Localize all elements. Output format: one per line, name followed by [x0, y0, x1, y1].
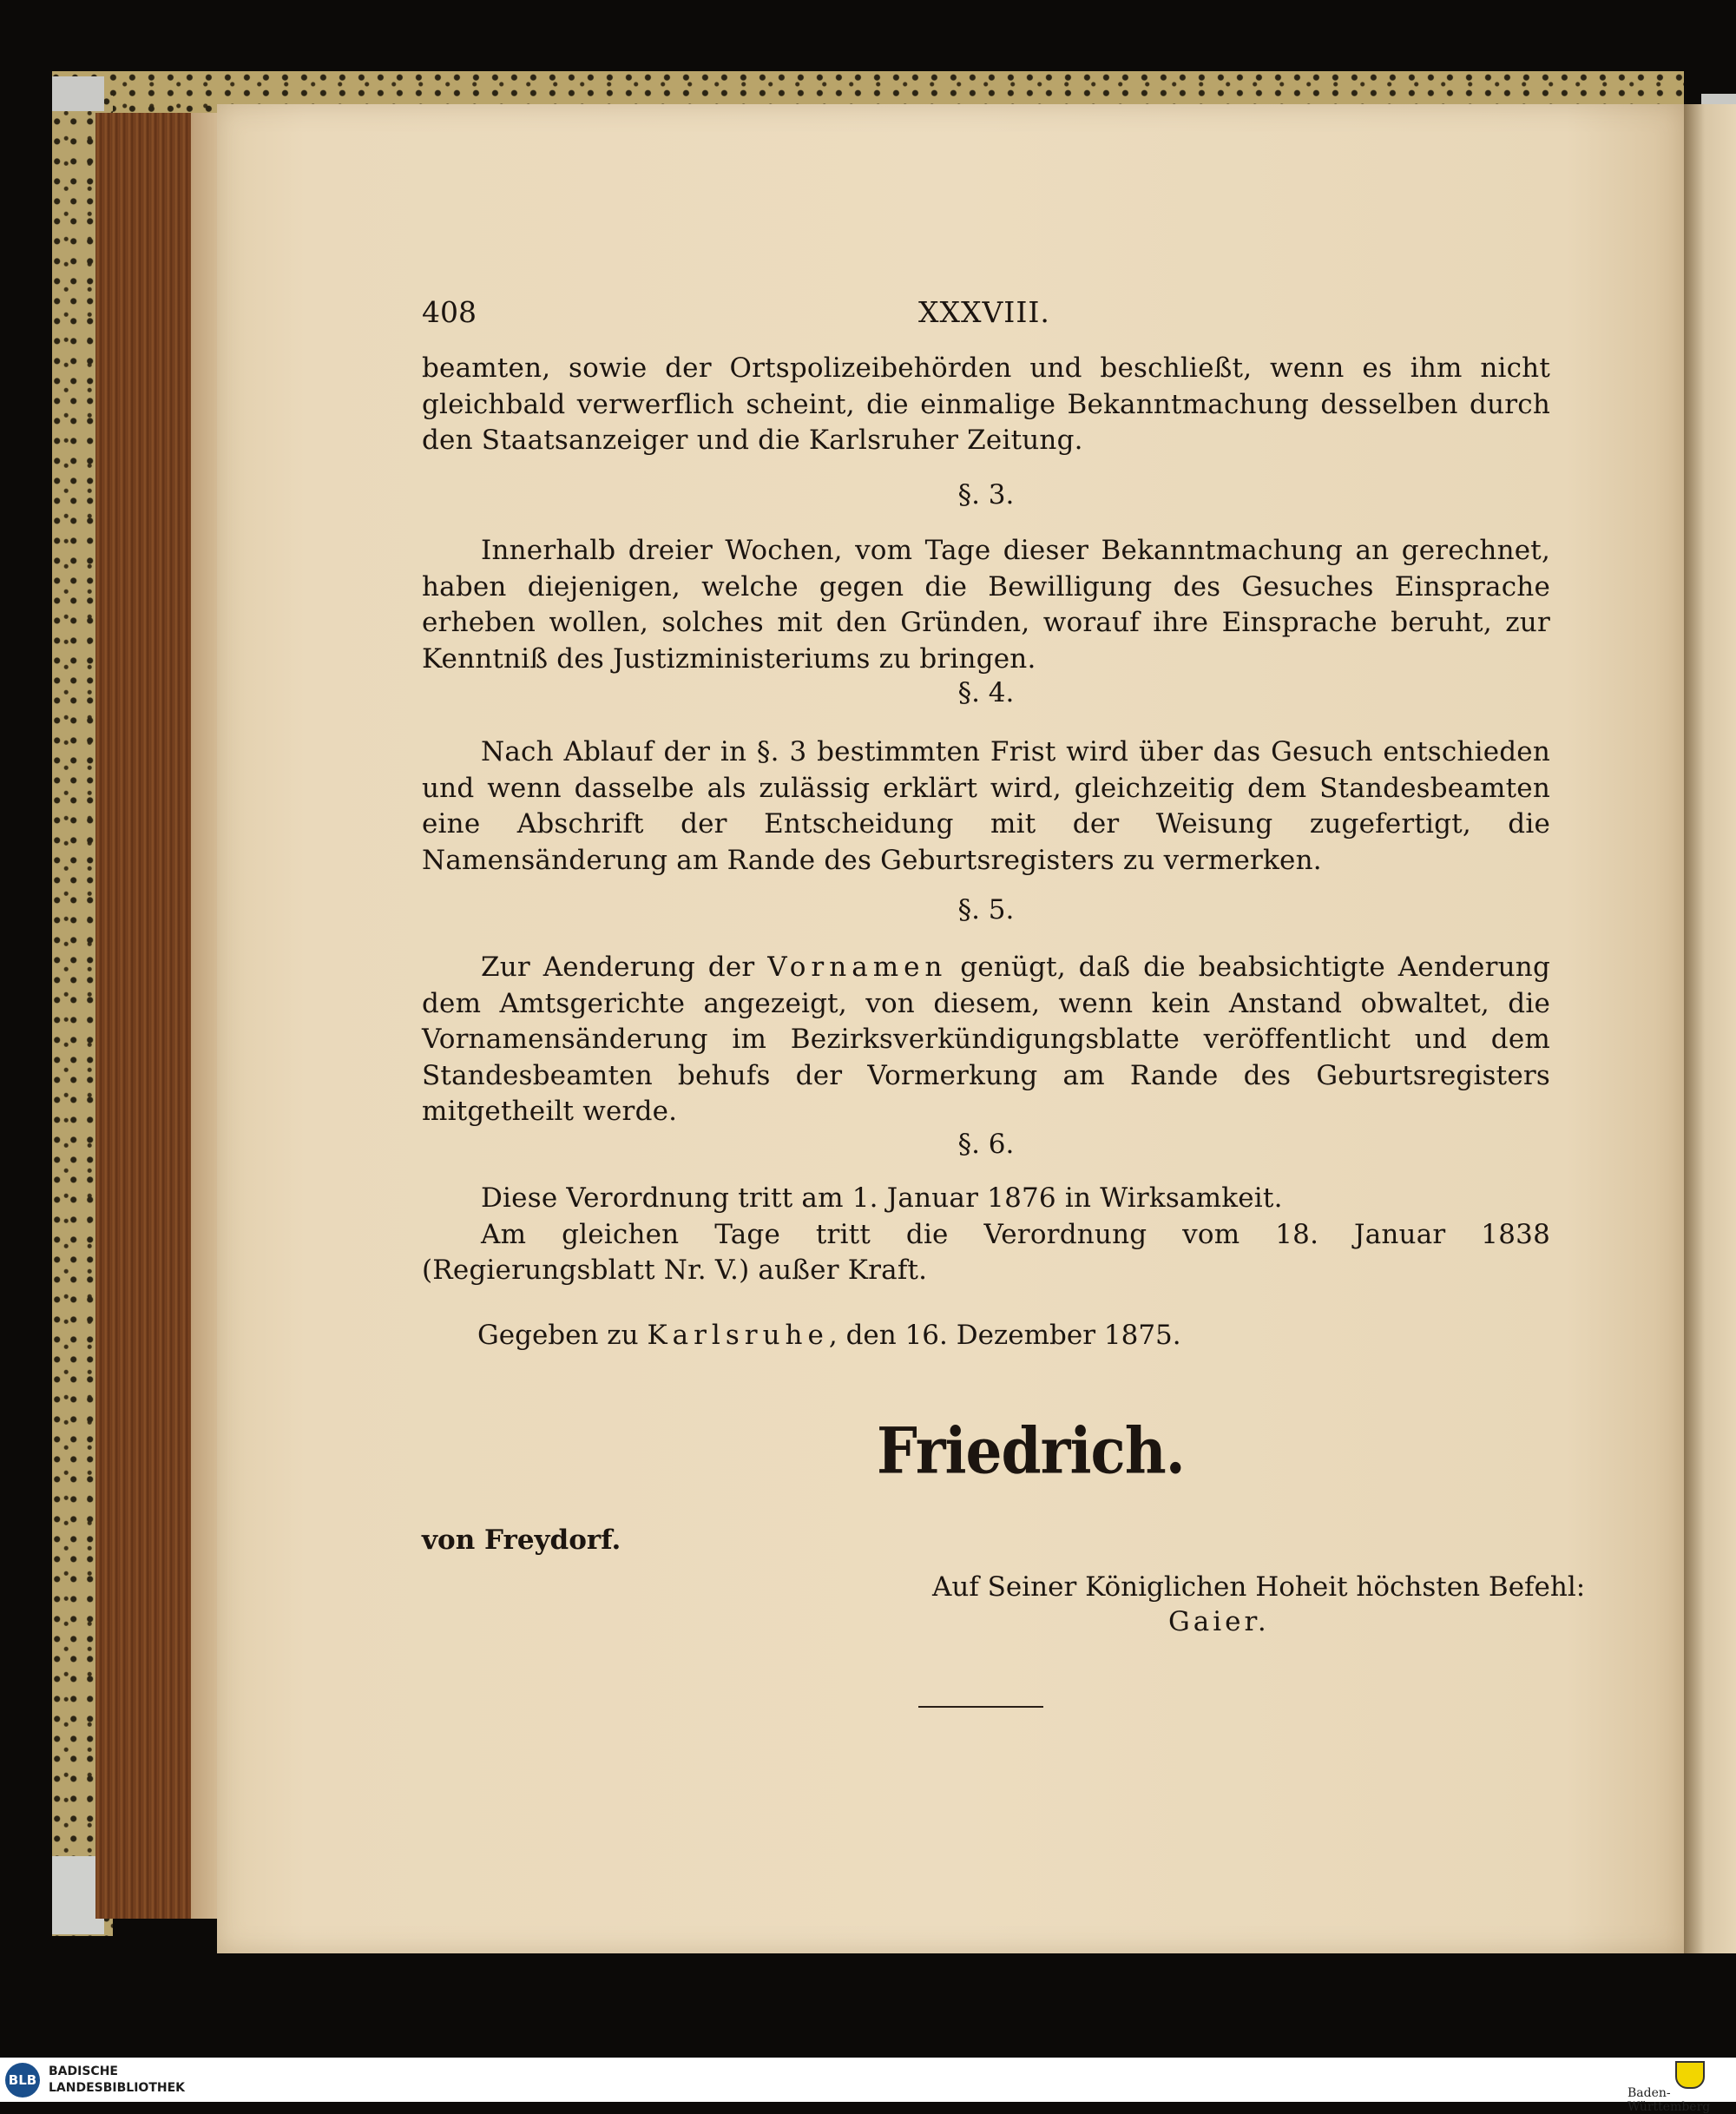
paragraph-text-start: Zur Aenderung der	[481, 952, 768, 983]
date-line	[477, 1320, 1181, 1351]
paragraph-text	[422, 950, 1550, 1130]
paragraph-section-4	[422, 734, 1550, 879]
order-name: Gaier.	[1168, 1606, 1270, 1637]
emphasized-word: Vornamen	[767, 952, 948, 983]
book-corner-top	[52, 76, 104, 111]
date-line-end: , den 16. Dezember 1875.	[828, 1320, 1181, 1351]
section-heading-6: §. 6.	[957, 1129, 1015, 1160]
signature-friedrich: Friedrich.	[877, 1413, 1185, 1488]
library-logo-icon[interactable]: BLB	[5, 2063, 40, 2098]
order-line: Auf Seiner Königlichen Hoheit höchsten Befehl:	[932, 1571, 1586, 1603]
paragraph-section-5	[422, 950, 1550, 1130]
library-name-line1: BADISCHE	[49, 2065, 118, 2078]
section-heading-3: §. 3.	[957, 479, 1015, 510]
section-heading-5: §. 5.	[957, 894, 1015, 925]
footer-bar	[0, 2058, 1736, 2102]
countersignature: von Freydorf.	[422, 1525, 621, 1556]
page-number: 408	[422, 295, 477, 329]
facing-page-edge	[1684, 104, 1736, 1953]
paragraph-text: Diese Verordnung tritt am 1. Januar 1876 in Wirksamkeit.	[481, 1182, 1283, 1214]
paragraph-text: Am gleichen Tage tritt die Verordnung vom 18. Januar 1838 (Regierungsblatt Nr. V.) außer Kraft.	[422, 1218, 1550, 1286]
paragraph-text: beamten, sowie der Ortspolizeibehörden und beschließt, wenn es ihm nicht gleichbald verwerflich scheint, die einmalige Bekanntmachung desselben durch den Staatsanzeiger und die Karlsruher Zeitung.	[422, 352, 1550, 456]
paragraph-section-3	[422, 533, 1550, 677]
paragraph-continuation	[422, 351, 1550, 459]
paragraph-section-6	[422, 1181, 1550, 1289]
place-name: Karlsruhe	[647, 1320, 829, 1351]
paragraph-text: Innerhalb dreier Wochen, vom Tage dieser Bekanntmachung an gerechnet, haben diejenigen, welche gegen die Bewilligung des Gesuches Einsprache erheben wollen, solches mit den Gründen, worauf ihre Einsprache beruht, zur Kenntniß des Justizministeriums zu bringen.	[422, 535, 1550, 675]
paragraph-text-end: genügt, daß die beabsichtigte Aenderung dem Amtsgerichte angezeigt, von diesem, wenn kein Anstand obwaltet, die Vornamensänderung im Bezirksverkündigungsblatte veröffentlicht und dem Standesbeamten behufs der Vormerkung am Rande des Geburtsregisters mitgetheilt werde.	[422, 952, 1550, 1127]
date-line-start: Gegeben zu	[477, 1320, 648, 1351]
library-name-line2: LANDESBIBLIOTHEK	[49, 2081, 186, 2095]
state-label: Baden-Württemberg	[1628, 2086, 1711, 2114]
running-head: XXXVIII.	[918, 295, 1050, 329]
state-crest-icon	[1675, 2061, 1705, 2089]
section-heading-4: §. 4.	[957, 677, 1015, 708]
paragraph-text: Nach Ablauf der in §. 3 bestimmten Frist wird über das Gesuch entschieden und wenn dasselbe als zulässig erklärt wird, gleichzeitig dem Standesbeamten eine Abschrift der Entscheidung mit der Weisung zugefertigt, die Namensänderung am Rande des Geburtsregisters zu vermerken.	[422, 736, 1550, 876]
end-rule	[918, 1706, 1043, 1708]
